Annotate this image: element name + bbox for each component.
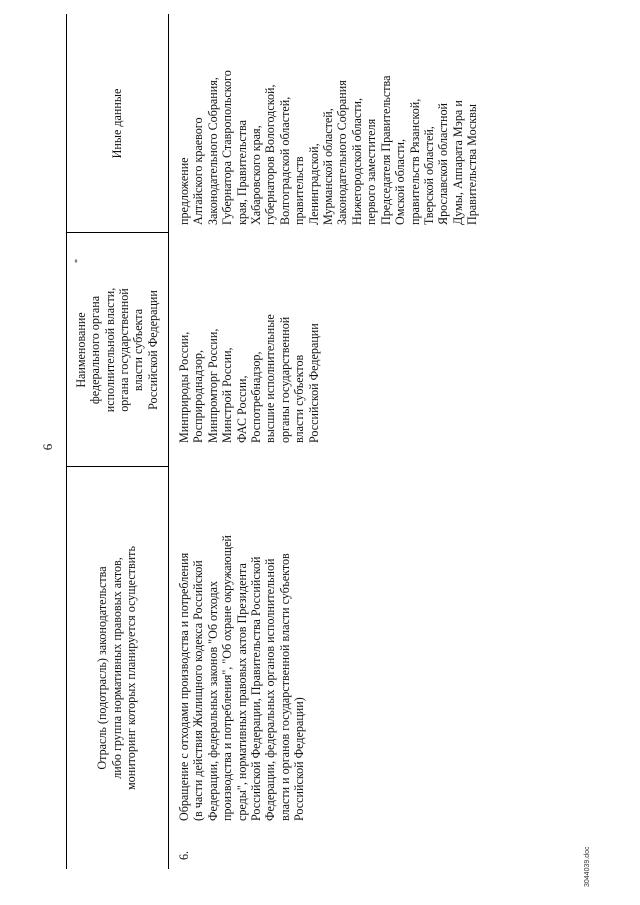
row-number: 6. — [177, 850, 191, 860]
row-subject: Обращение с отходами производства и потребления (в части действия Жилищного кодекса Российской Федерации, федеральных законов "Об отходах производства и потребления", "Об охране окружающей среды", нормативных правовых актов Президента Российской Федерации, Правительства Российской Федерации, федеральных органов исполнительной власти и органов государственной власти субъектов Российской Федерации) — [177, 535, 307, 821]
file-code: 3044039.doc — [584, 846, 591, 887]
header-bottom-border — [168, 14, 169, 869]
page-number: 6 — [40, 443, 55, 451]
row-authorities: Минприроды России, Росприроднадзор, Минпромторг России, Минстрой России, ФАС России, Роспотребнадзор, высшие исполнительные органы государственной власти субъектов Российской Федерации — [177, 314, 321, 443]
row-other-data: предложение Алтайского краевого Законодательного Собрания, Губернатора Ставропольского края, Правительства Хабаровского края, губернаторов Вологодской, Волгоградской областей, правительств Ленинградской, Мурманской областей, Законодательного Собрания Нижегородской области, первого заместителя Председателя Правительства Омской области, правительств Рязанской, Тверской областей, Ярославской областной Думы, Аппарата Мэра и Правительства Москвы — [177, 70, 480, 225]
header-note-mark: * — [73, 259, 82, 263]
header-subject: Отрасль (подотрасль) законодательства либо группа нормативных правовых актов, мониторинг которых планируется осуществить — [95, 546, 139, 790]
header-other: Иные данные — [109, 88, 124, 159]
header-authority: Наименование федерального органа исполнительной власти, органа государственной власти субъекта Российской Федерации * — [73, 259, 160, 413]
